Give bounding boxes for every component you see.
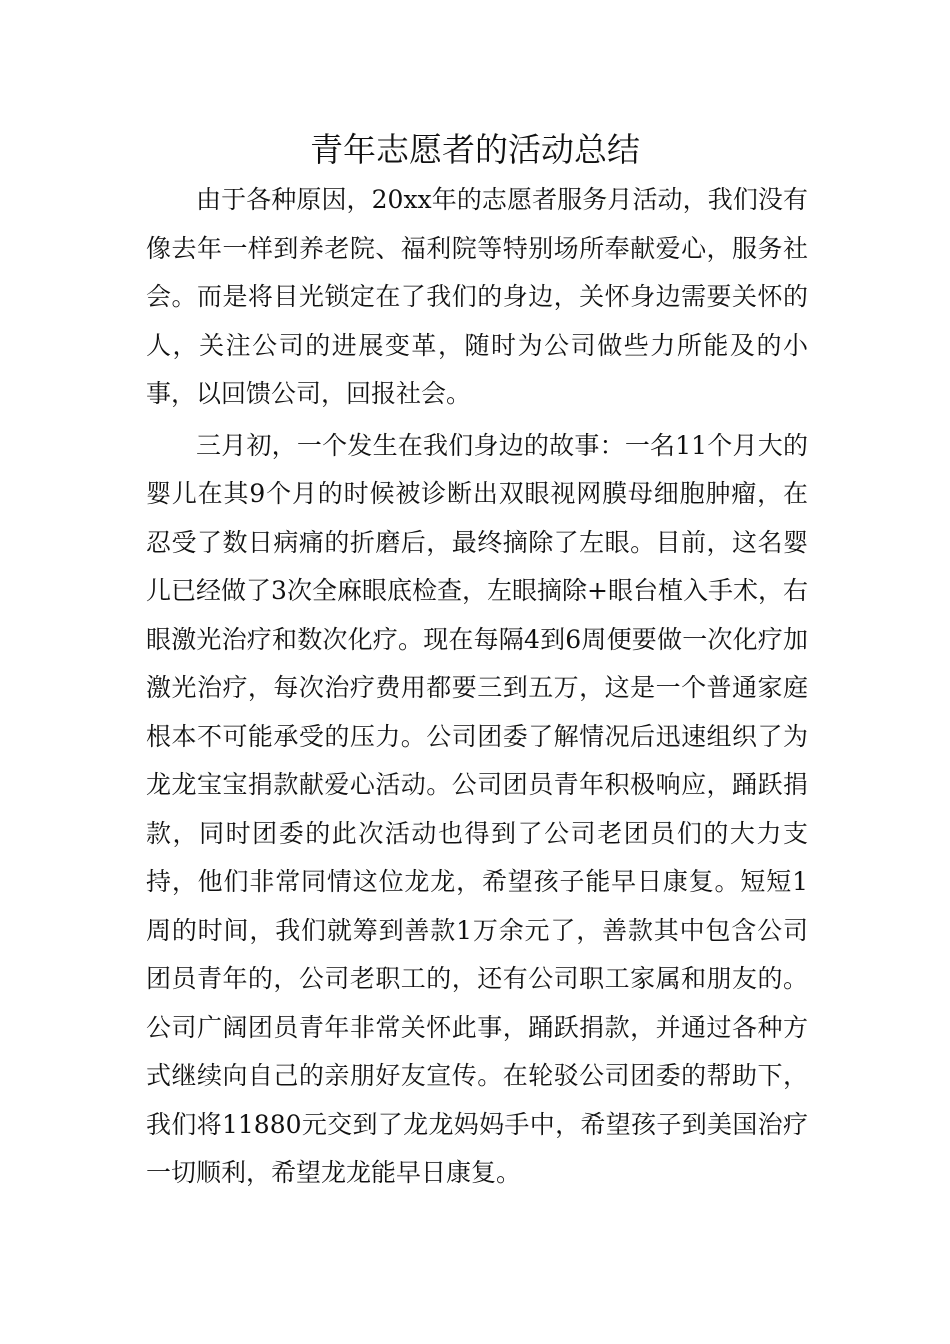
document-body: [146, 176, 808, 1201]
document-title: 青年志愿者的活动总结: [310, 130, 640, 169]
paragraph-2: 三月初，一个发生在我们身边的故事：一名11个月大的婴儿在其9个月的时候被诊断出双眼视网膜母细胞肿瘤，在忍受了数日病痛的折磨后，最终摘除了左眼。目前，这名婴儿已经做了3次全麻眼底检查，左眼摘除+眼台植入手术，右眼激光治疗和数次化疗。现在每隔4到6周便要做一次化疗加激光治疗，每次治疗费用都要三到五万，这是一个普通家庭根本不可能承受的压力。公司团委了解情况后迅速组织了为龙龙宝宝捐款献爱心活动。公司团员青年积极响应，踊跃捐款，同时团委的此次活动也得到了公司老团员们的大力支持，他们非常同情这位龙龙，希望孩子能早日康复。短短1周的时间，我们就筹到善款1万余元了，善款其中包含公司团员青年的，公司老职工的，还有公司职工家属和朋友的。公司广阔团员青年非常关怀此事，踊跃捐款，并通过各种方式继续向自己的亲朋好友宣传。在轮驳公司团委的帮助下，我们将11880元交到了龙龙妈妈手中，希望孩子到美国治疗一切顺利，希望龙龙能早日康复。: [146, 430, 808, 1187]
paragraph-1: 由于各种原因，20xx年的志愿者服务月活动，我们没有像去年一样到养老院、福利院等特别场所奉献爱心，服务社会。而是将目光锁定在了我们的身边，关怀身边需要关怀的人，关注公司的进展变革，随时为公司做些力所能及的小事，以回馈公司，回报社会。: [146, 185, 808, 408]
